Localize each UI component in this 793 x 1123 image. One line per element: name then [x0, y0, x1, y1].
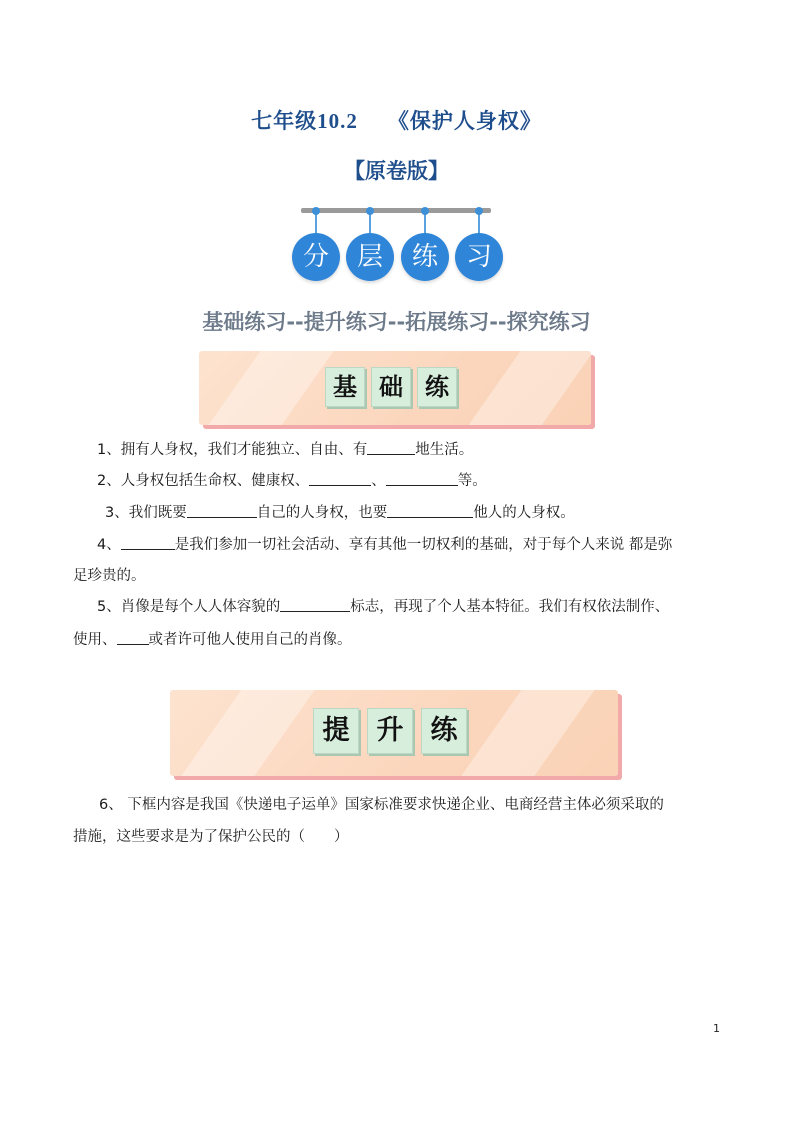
title-lesson: 《保护人身权》	[387, 108, 542, 133]
page-number: 1	[713, 1022, 720, 1035]
section-advanced-tile-2: 升	[367, 708, 413, 754]
answer-blank[interactable]	[387, 503, 473, 518]
answer-blank[interactable]	[280, 597, 350, 612]
document-title	[0, 105, 793, 135]
answer-blank[interactable]	[309, 471, 371, 486]
answer-blank[interactable]	[117, 630, 149, 645]
title-number: 10.2	[317, 109, 358, 133]
levels-line: 基础练习--提升练习--拓展练习--探究练习	[202, 310, 591, 334]
question-4-continued: 足珍贵的。	[73, 568, 146, 584]
question-6: 6、 下框内容是我国《快递电子运单》国家标准要求快递企业、电商经营主体必须采取的	[99, 797, 664, 813]
section-advanced-tile-3: 练	[421, 708, 467, 754]
question-5: 5、肖像是每个人人体容貌的 标志，再现了个人基本特征。我们有权依法制作、	[97, 599, 670, 615]
title-grade: 七年级	[251, 108, 318, 133]
banner-bubble-4: 习	[455, 233, 503, 281]
banner-bubble-2: 层	[346, 233, 394, 281]
banner-rail	[301, 208, 491, 213]
document-subtitle: 【原卷版】	[344, 159, 449, 183]
question-1: 1、拥有人身权，我们才能独立、自由、有 地生活。	[97, 442, 474, 458]
question-2: 2、人身权包括生命权、健康权、 、 等。	[97, 473, 487, 489]
section-basic-tile-3: 练	[417, 367, 457, 407]
answer-blank[interactable]	[187, 503, 257, 518]
question-3: 3、我们既要 自己的人身权，也要 他人的人身权。	[105, 505, 575, 521]
banner-bubble-1: 分	[292, 233, 340, 281]
section-basic-tile-1: 基	[325, 367, 365, 407]
question-4: 4、 是我们参加一切社会活动、享有其他一切权利的基础，对于每个人来说 都是弥	[97, 537, 673, 553]
answer-blank[interactable]	[367, 440, 415, 455]
section-advanced-tile-1: 提	[313, 708, 359, 754]
answer-blank[interactable]	[386, 471, 458, 486]
section-basic-tile-2: 础	[371, 367, 411, 407]
answer-blank[interactable]	[121, 535, 175, 550]
question-5-continued: 使用、 或者许可他人使用自己的肖像。	[73, 632, 352, 648]
question-6-continued: 措施，这些要求是为了保护公民的（ ）	[73, 829, 349, 845]
banner-bubble-3: 练	[401, 233, 449, 281]
